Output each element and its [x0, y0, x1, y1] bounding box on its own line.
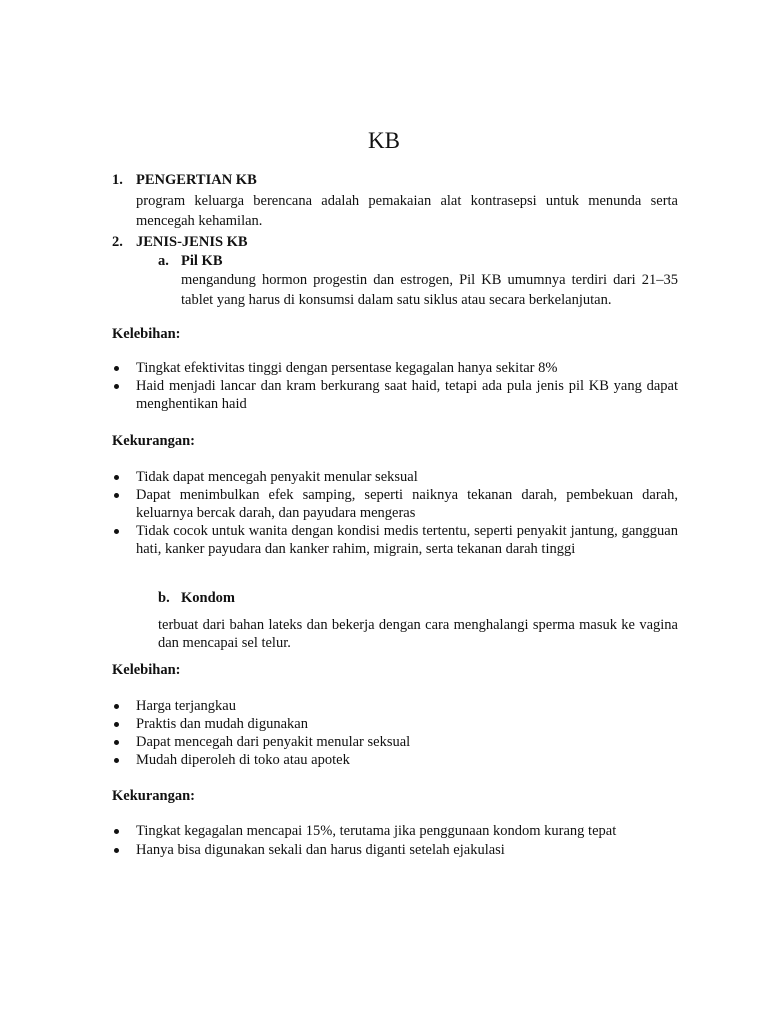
kondom-kelebihan-item-1: Harga terjangkau — [136, 698, 236, 714]
page-title: KB — [368, 128, 400, 153]
pil-kelebihan-item-1: Tingkat efektivitas tinggi dengan persentase kegagalan hanya sekitar 8% — [136, 360, 558, 376]
pil-kelebihan-item-2: Haid menjadi lancar dan kram berkurang saat haid, tetapi ada pula jenis pil KB yang dapat menghentikan haid — [136, 378, 678, 412]
pil-kekurangan-label: Kekurangan: — [112, 433, 195, 449]
bullet-dot — [114, 366, 119, 371]
section-1-number: 1. — [112, 172, 123, 188]
bullet-dot — [114, 740, 119, 745]
kondom-kelebihan-item-4: Mudah diperoleh di toko atau apotek — [136, 752, 350, 768]
bullet-dot — [114, 529, 119, 534]
bullet-dot — [114, 829, 119, 834]
subsection-a-body: mengandung hormon progestin dan estrogen, Pil KB umumnya terdiri dari 21–35 tablet yang harus di konsumsi dalam satu siklus atau secara berkelanjutan. — [181, 272, 678, 308]
bullet-dot — [114, 722, 119, 727]
kondom-kelebihan-label: Kelebihan: — [112, 662, 181, 678]
bullet-dot — [114, 758, 119, 763]
pil-kelebihan-label: Kelebihan: — [112, 326, 181, 342]
pil-kekurangan-item-2: Dapat menimbulkan efek samping, seperti naiknya tekanan darah, pembekuan darah, keluarnya bercak darah, dan payudara mengeras — [136, 487, 678, 521]
section-2-heading: JENIS-JENIS KB — [136, 234, 248, 250]
kondom-kekurangan-item-1: Tingkat kegagalan mencapai 15%, terutama jika penggunaan kondom kurang tepat — [136, 823, 617, 839]
pil-kekurangan-item-1: Tidak dapat mencegah penyakit menular seksual — [136, 469, 418, 485]
kondom-kelebihan-item-3: Dapat mencegah dari penyakit menular seksual — [136, 734, 411, 750]
bullet-dot — [114, 493, 119, 498]
pil-kekurangan-item-3: Tidak cocok untuk wanita dengan kondisi medis tertentu, seperti penyakit jantung, gangguan hati, kanker payudara dan kanker rahim, migrain, serta tekanan darah tinggi — [136, 523, 678, 557]
kondom-kekurangan-item-2: Hanya bisa digunakan sekali dan harus diganti setelah ejakulasi — [136, 842, 505, 858]
subsection-b-letter: b. — [158, 590, 170, 606]
bullet-dot — [114, 704, 119, 709]
subsection-b-body: terbuat dari bahan lateks dan bekerja dengan cara menghalangi sperma masuk ke vagina dan mencapai sel telur. — [158, 617, 678, 651]
section-1-heading: PENGERTIAN KB — [136, 172, 257, 188]
kondom-kelebihan-item-2: Praktis dan mudah digunakan — [136, 716, 308, 732]
section-2-number: 2. — [112, 234, 123, 250]
subsection-b-heading: Kondom — [181, 590, 235, 606]
bullet-dot — [114, 384, 119, 389]
subsection-a-heading: Pil KB — [181, 253, 223, 269]
bullet-dot — [114, 475, 119, 480]
section-1-body: program keluarga berencana adalah pemakaian alat kontrasepsi untuk menunda serta mencegah kehamilan. — [136, 193, 678, 229]
bullet-dot — [114, 848, 119, 853]
kondom-kekurangan-label: Kekurangan: — [112, 788, 195, 804]
subsection-a-letter: a. — [158, 253, 169, 269]
